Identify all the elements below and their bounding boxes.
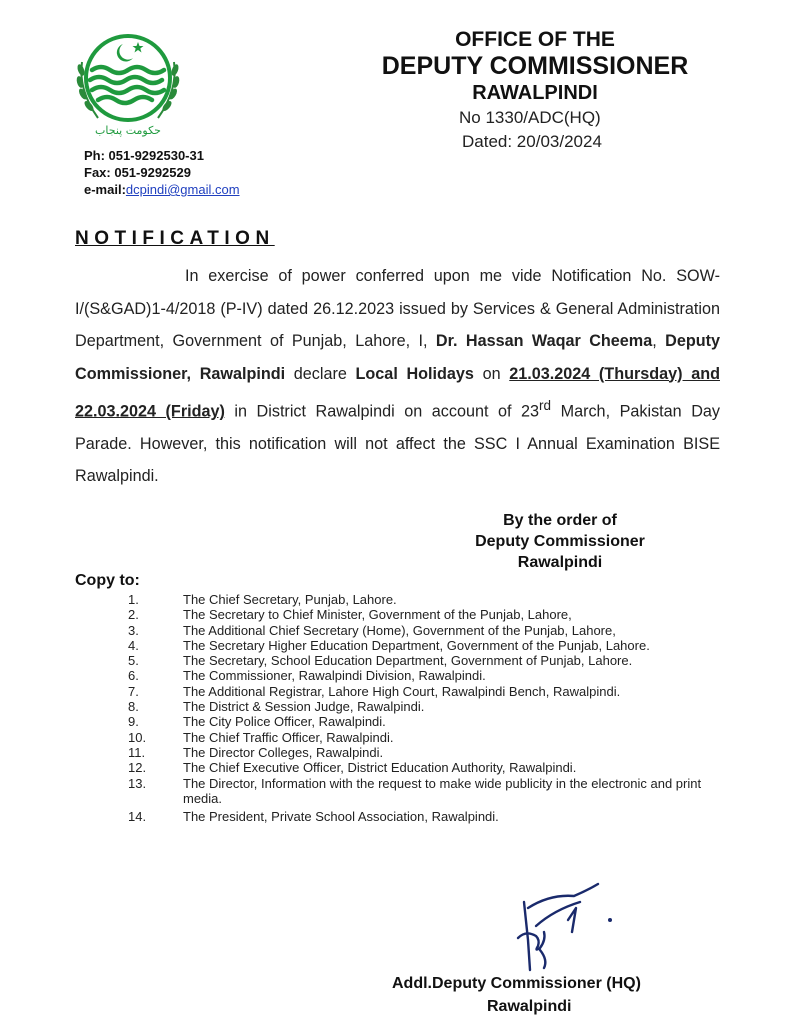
contact-fax: Fax: 051-9292529: [84, 165, 191, 180]
list-item: 5. The Secretary, School Education Department, Government of Punjab, Lahore.: [128, 653, 633, 669]
email-label: e-mail:: [84, 182, 126, 197]
contact-email: [84, 182, 240, 197]
handwritten-signature-icon: [510, 880, 620, 975]
officer-title: Deputy Commissioner, Rawalpindi: [75, 332, 720, 383]
body-text-4: in District Rawalpindi on account of 23: [224, 402, 540, 421]
notification-body: [75, 260, 720, 493]
svg-text:حکومت پنجاب: حکومت پنجاب: [95, 124, 161, 137]
office-title-line3: RAWALPINDI: [472, 82, 598, 104]
contact-phone: Ph: 051-9292530-31: [84, 148, 204, 163]
copy-list: [0, 592, 800, 825]
body-text-1: In exercise of power conferred upon me vide Notification No. SOW-I/(S&GAD)1-4/2018 (P-IV) dated 26.12.2023 issued by Services & General Administration Department, Government of Punjab, Lahore, I,: [75, 267, 720, 350]
order-line1: By the order of: [503, 512, 617, 529]
list-item: 10. The Chief Traffic Officer, Rawalpindi.: [128, 729, 394, 745]
ordinal-suffix: rd: [539, 398, 552, 413]
body-text-3: on: [473, 364, 510, 383]
office-title-line1: OFFICE OF THE: [455, 28, 615, 51]
list-item: 8. The District & Session Judge, Rawalpindi.: [128, 699, 425, 715]
signatory-place: Rawalpindi: [487, 998, 572, 1015]
holiday-label: Local Holidays: [355, 364, 474, 383]
document-date: Dated: 20/03/2024: [462, 132, 602, 151]
body-comma: ,: [652, 332, 666, 350]
office-title-line2: DEPUTY COMMISSIONER: [381, 52, 689, 80]
list-item: 2. The Secretary to Chief Minister, Government of the Punjab, Lahore,: [128, 607, 572, 623]
order-line2: Deputy Commissioner: [475, 533, 645, 550]
list-item: 3. The Additional Chief Secretary (Home), Government of the Punjab, Lahore,: [128, 622, 616, 638]
body-text-2: declare: [285, 364, 356, 383]
punjab-government-emblem-icon: [68, 20, 188, 140]
list-item: 12. The Chief Executive Officer, District Education Authority, Rawalpindi.: [128, 760, 577, 776]
reference-number: No 1330/ADC(HQ): [459, 108, 601, 127]
list-item: 11. The Director Colleges, Rawalpindi.: [128, 744, 384, 760]
list-item: 7. The Additional Registrar, Lahore High Court, Rawalpindi Bench, Rawalpindi.: [128, 683, 621, 699]
order-line3: Rawalpindi: [517, 554, 603, 571]
body-text-5: March, Pakistan Day Parade. However, this notification will not affect the SSC I Annual Examination BISE Rawalpindi.: [75, 402, 720, 486]
list-item: 13. The Director, Information with the request to make wide publicity in the electronic and print media.: [128, 775, 702, 806]
list-item: 1. The Chief Secretary, Punjab, Lahore.: [128, 592, 397, 607]
officer-name: Dr. Hassan Waqar Cheema: [435, 332, 653, 350]
list-item: 4. The Secretary Higher Education Department, Government of the Punjab, Lahore.: [128, 637, 650, 653]
list-item: 14. The President, Private School Association, Rawalpindi.: [128, 809, 499, 825]
list-item: 9. The City Police Officer, Rawalpindi.: [128, 714, 386, 730]
copy-to-label: Copy to:: [75, 572, 140, 589]
email-link[interactable]: dcpindi@gmail.com: [125, 182, 240, 197]
signatory-title: Addl.Deputy Commissioner (HQ): [392, 975, 641, 992]
notification-title: NOTIFICATION: [75, 228, 275, 249]
holiday-dates: 21.03.2024 (Thursday) and 22.03.2024 (Friday): [75, 364, 720, 421]
list-item: 6. The Commissioner, Rawalpindi Division, Rawalpindi.: [128, 668, 486, 684]
